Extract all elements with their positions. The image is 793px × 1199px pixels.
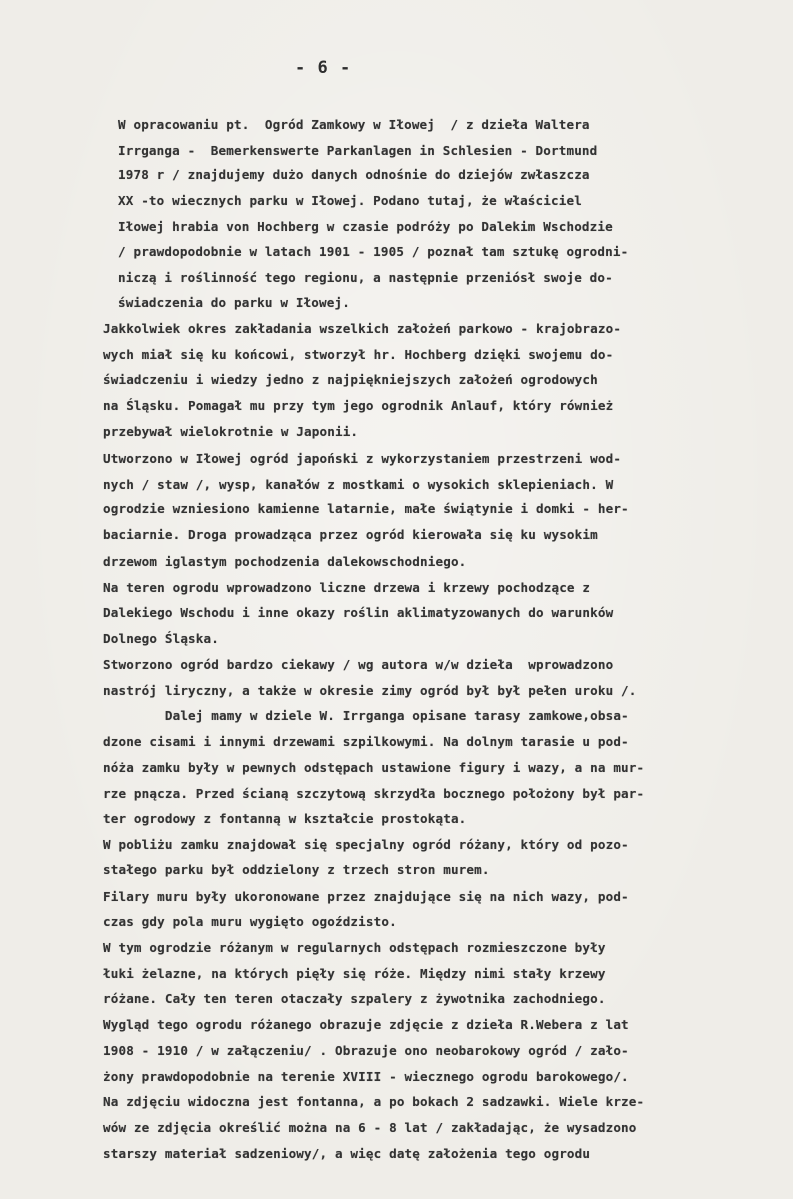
text-line: / prawdopodobnie w latach 1901 - 1905 / poznał tam sztukę ogrodni- bbox=[118, 244, 629, 259]
text-line: W tym ogrodzie różanym w regularnych odstępach rozmieszczone były bbox=[103, 940, 606, 955]
text-line: świadczenia do parku w Iłowej. bbox=[118, 295, 350, 310]
text-line: nóża zamku były w pewnych odstępach ustawione figury i wazy, a na mur- bbox=[103, 760, 645, 775]
text-line: czas gdy pola muru wygięto ogoździsto. bbox=[103, 914, 397, 929]
text-line: świadczeniu i wiedzy jedno z najpiękniejszych założeń ogrodowych bbox=[103, 372, 598, 387]
text-line: 1908 - 1910 / w załączeniu/ . Obrazuje ono neobarokowy ogród / zało- bbox=[103, 1043, 629, 1058]
text-line: łuki żelazne, na których pięły się róże. Między nimi stały krzewy bbox=[103, 966, 606, 981]
text-line: Stworzono ogród bardzo ciekawy / wg autora w/w dzieła wprowadzono bbox=[103, 657, 614, 672]
text-line: Dalekiego Wschodu i inne okazy roślin aklimatyzowanych do warunków bbox=[103, 605, 614, 620]
text-line: niczą i roślinność tego regionu, a następnie przeniósł swoje do- bbox=[118, 270, 613, 285]
text-line: Jakkolwiek okres zakładania wszelkich założeń parkowo - krajobrazo- bbox=[103, 321, 622, 336]
text-line: wów ze zdjęcia określić można na 6 - 8 lat / zakładając, że wysadzono bbox=[103, 1120, 637, 1135]
text-line: W opracowaniu pt. Ogród Zamkowy w Iłowej / z dzieła Waltera bbox=[118, 117, 590, 132]
text-line: baciarnie. Droga prowadząca przez ogród kierowała się ku wysokim bbox=[103, 527, 598, 542]
text-line: ter ogrodowy z fontanną w kształcie prostokąta. bbox=[103, 811, 467, 826]
text-line: Dolnego Śląska. bbox=[103, 631, 219, 646]
text-line: wych miał się ku końcowi, stworzył hr. Hochberg dzięki swojemu do- bbox=[103, 347, 614, 362]
text-line: Filary muru były ukoronowane przez znajdujące się na nich wazy, pod- bbox=[103, 889, 629, 904]
text-line: drzewom iglastym pochodzenia dalekowschodniego. bbox=[103, 554, 467, 569]
text-line: rze pnącza. Przed ścianą szczytową skrzydła bocznego położony był par- bbox=[103, 786, 645, 801]
text-line: Utworzono w Iłowej ogród japoński z wykorzystaniem przestrzeni wod- bbox=[103, 451, 622, 466]
text-line: XX -to wiecznych parku w Iłowej. Podano tutaj, że właściciel bbox=[118, 193, 582, 208]
text-line: Na teren ogrodu wprowadzono liczne drzewa i krzewy pochodzące z bbox=[103, 580, 591, 595]
text-line: przebywał wielokrotnie w Japonii. bbox=[103, 424, 359, 439]
text-line: dzone cisami i innymi drzewami szpilkowymi. Na dolnym tarasie u pod- bbox=[103, 734, 629, 749]
text-line: Wygląd tego ogrodu różanego obrazuje zdjęcie z dzieła R.Webera z lat bbox=[103, 1017, 629, 1032]
text-line: ogrodzie wzniesiono kamienne latarnie, małe świątynie i domki - her- bbox=[103, 501, 629, 516]
text-line: na Śląsku. Pomagał mu przy tym jego ogrodnik Anlauf, który również bbox=[103, 398, 614, 413]
text-line: W pobliżu zamku znajdował się specjalny ogród różany, który od pozo- bbox=[103, 837, 629, 852]
text-line: Na zdjęciu widoczna jest fontanna, a po bokach 2 sadzawki. Wiele krze- bbox=[103, 1094, 645, 1109]
text-line: 1978 r / znajdujemy dużo danych odnośnie do dziejów zwłaszcza bbox=[118, 167, 590, 182]
text-line: Iłowej hrabia von Hochberg w czasie podróży po Dalekim Wschodzie bbox=[118, 219, 613, 234]
text-line: Irrganga - Bemerkenswerte Parkanlagen in Schlesien - Dortmund bbox=[118, 143, 598, 158]
text-line: starszy materiał sadzeniowy/, a więc datę założenia tego ogrodu bbox=[103, 1146, 591, 1161]
text-line: żony prawdopodobnie na terenie XVIII - wiecznego ogrodu barokowego/. bbox=[103, 1069, 629, 1084]
text-line: nastrój liryczny, a także w okresie zimy ogród był był pełen uroku /. bbox=[103, 683, 637, 698]
page-number: - 6 - bbox=[295, 58, 352, 78]
text-line: różane. Cały ten teren otaczały szpalery z żywotnika zachodniego. bbox=[103, 991, 606, 1006]
text-line: nych / staw /, wysp, kanałów z mostkami o wysokich sklepieniach. W bbox=[103, 477, 614, 492]
text-line: stałego parku był oddzielony z trzech stron murem. bbox=[103, 862, 490, 877]
text-line: Dalej mamy w dziele W. Irrganga opisane tarasy zamkowe,obsa- bbox=[103, 708, 629, 723]
